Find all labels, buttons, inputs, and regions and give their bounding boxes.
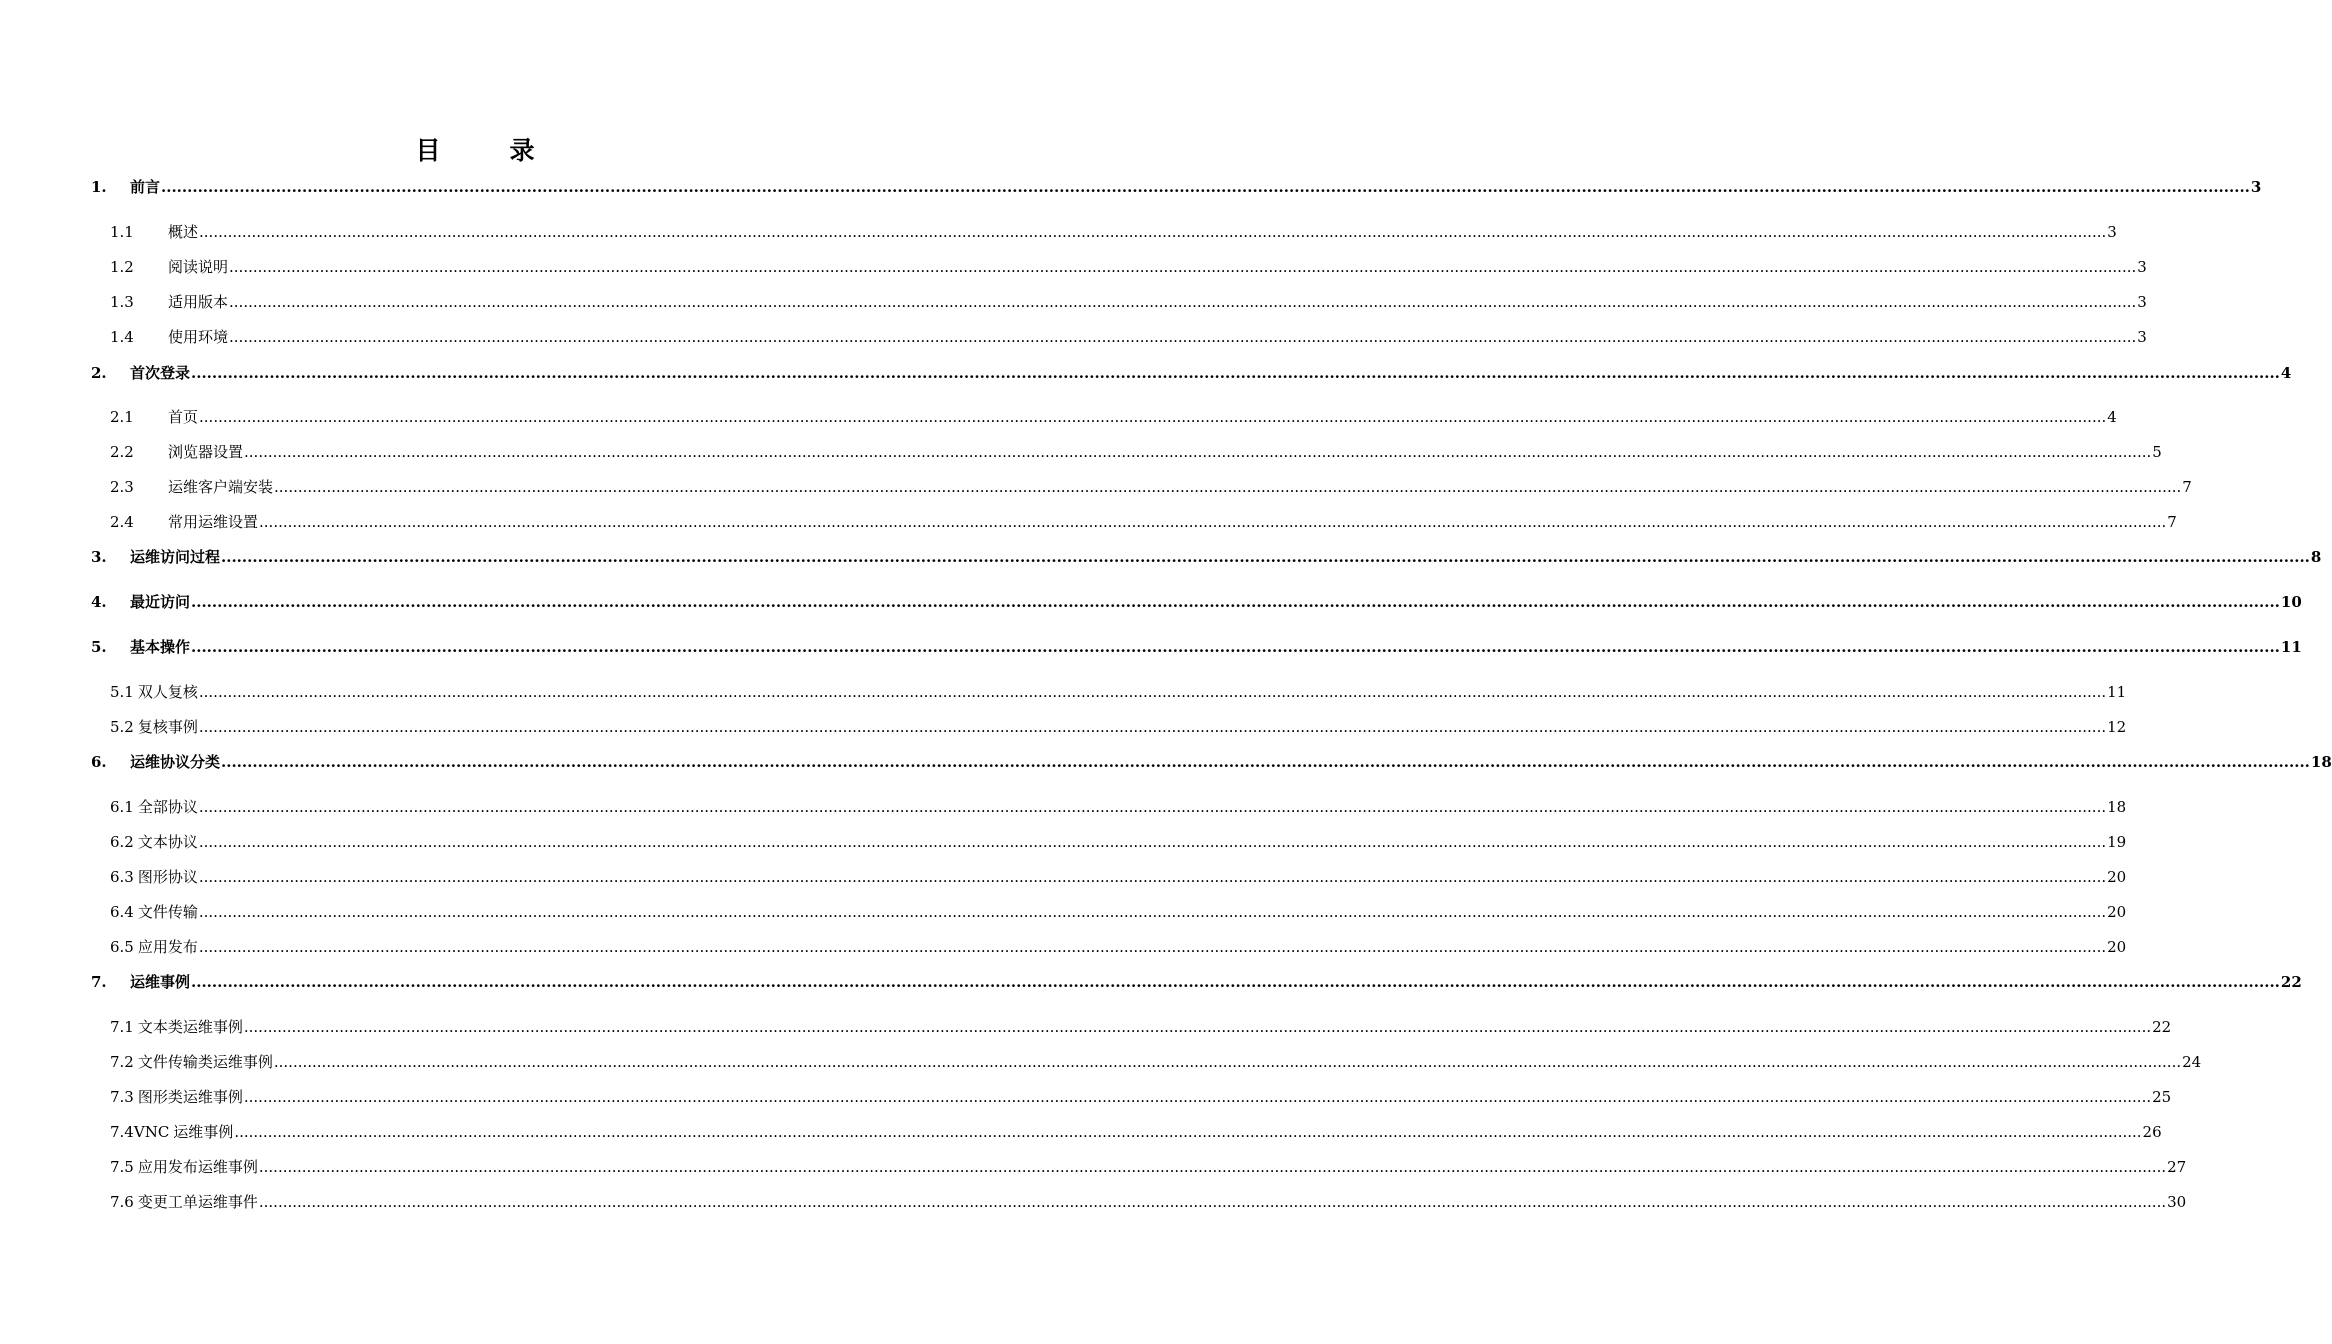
toc-dot-leader: ................................................................................................................................................................................................................................................................................................................................................................................................................ [273,1053,2182,1071]
toc-entry-number: 6.1 [110,798,134,816]
toc-section-entry[interactable] [110,1191,2187,1213]
toc-dot-leader: ................................................................................................................................................................................................................................................................................................................................................................................................................ [244,443,2152,461]
toc-section-entry[interactable] [110,1121,2162,1143]
toc-entry-title: 文本类运维事例 [137,1018,243,1036]
toc-page-number: 4 [2107,408,2117,426]
toc-chapter-entry[interactable] [91,636,2302,658]
toc-entry-number: 6.2 [110,833,134,851]
toc-page-number: 3 [2250,178,2262,196]
toc-chapter-entry[interactable] [91,751,2332,773]
toc-entry-title: 文本协议 [137,833,198,851]
toc-entry-title: 首次登录 [130,364,191,382]
toc-dot-leader: ................................................................................................................................................................................................................................................................................................................................................................................................................ [259,513,2167,531]
toc-dot-leader: ................................................................................................................................................................................................................................................................................................................................................................................................................ [258,1193,2167,1211]
toc-section-entry[interactable] [110,936,2127,958]
toc-entry-number: 3. [91,548,107,566]
toc-dot-leader: ................................................................................................................................................................................................................................................................................................................................................................................................................ [191,638,2280,656]
toc-page-number: 3 [2107,223,2117,241]
toc-entry-title: 首页 [168,408,199,426]
toc-page-number: 11 [2107,683,2127,701]
toc-page-number: 18 [2107,798,2127,816]
toc-entry-title: 浏览器设置 [168,443,244,461]
toc-page-number: 19 [2107,833,2127,851]
toc-page-number: 7 [2167,513,2177,531]
toc-entry-number: 2.3 [110,478,134,496]
toc-entry-number: 7.4VNC [110,1123,170,1141]
toc-entry-number: 7.5 [110,1158,134,1176]
toc-page-number: 5 [2152,443,2162,461]
toc-page-number: 4 [2280,364,2292,382]
toc-section-entry[interactable] [110,1086,2172,1108]
toc-page-number: 12 [2107,718,2127,736]
toc-dot-leader: ................................................................................................................................................................................................................................................................................................................................................................................................................ [198,833,2107,851]
toc-entry-number: 2.4 [110,513,134,531]
toc-dot-leader: ................................................................................................................................................................................................................................................................................................................................................................................................................ [191,973,2280,991]
toc-entry-number: 1. [91,178,107,196]
toc-chapter-entry[interactable] [91,546,2322,568]
toc-entry-number: 7.2 [110,1053,134,1071]
toc-dot-leader: ................................................................................................................................................................................................................................................................................................................................................................................................................ [161,178,2250,196]
toc-entry-title: 基本操作 [130,638,191,656]
toc-page-number: 3 [2137,258,2147,276]
toc-entry-title: 使用环境 [168,328,229,346]
toc-section-entry[interactable] [110,291,2147,313]
toc-entry-number: 6.5 [110,938,134,956]
toc-entry-number: 5. [91,638,107,656]
toc-section-entry[interactable] [110,326,2147,348]
toc-dot-leader: ................................................................................................................................................................................................................................................................................................................................................................................................................ [229,328,2137,346]
toc-entry-title: 常用运维设置 [168,513,259,531]
toc-entry-number: 2.1 [110,408,134,426]
toc-entry-title: 适用版本 [168,293,229,311]
toc-entry-title: 应用发布 [137,938,198,956]
toc-entry-number: 6.4 [110,903,134,921]
toc-section-entry[interactable] [110,901,2127,923]
toc-dot-leader: ................................................................................................................................................................................................................................................................................................................................................................................................................ [274,478,2182,496]
toc-entry-title: 变更工单运维事件 [137,1193,258,1211]
toc-entry-title: 文件传输 [137,903,198,921]
toc-entry-title: 双人复核 [137,683,198,701]
toc-section-entry[interactable] [110,681,2127,703]
toc-section-entry[interactable] [110,441,2162,463]
toc-page-number: 20 [2107,868,2127,886]
toc-entry-number: 7.6 [110,1193,134,1211]
toc-section-entry[interactable] [110,1156,2187,1178]
toc-page-number: 25 [2152,1088,2172,1106]
toc-entry-title: 运维访问过程 [130,548,221,566]
toc-section-entry[interactable] [110,1016,2172,1038]
toc-dot-leader: ................................................................................................................................................................................................................................................................................................................................................................................................................ [199,223,2107,241]
toc-entry-number: 6. [91,753,107,771]
toc-chapter-entry[interactable] [91,362,2292,384]
toc-section-entry[interactable] [110,716,2127,738]
toc-page-number: 3 [2137,293,2147,311]
toc-entry-number: 2. [91,364,107,382]
toc-section-entry[interactable] [110,1051,2202,1073]
toc-dot-leader: ................................................................................................................................................................................................................................................................................................................................................................................................................ [234,1123,2142,1141]
toc-entry-title: 概述 [168,223,199,241]
toc-entry-number: 1.1 [110,223,134,241]
toc-section-entry[interactable] [110,256,2147,278]
toc-entry-number: 1.4 [110,328,134,346]
toc-chapter-entry[interactable] [91,176,2262,198]
toc-entry-number: 5.2 [110,718,134,736]
toc-dot-leader: ................................................................................................................................................................................................................................................................................................................................................................................................................ [191,593,2280,611]
toc-page-number: 11 [2280,638,2302,656]
toc-page-number: 26 [2142,1123,2162,1141]
toc-dot-leader: ................................................................................................................................................................................................................................................................................................................................................................................................................ [198,903,2107,921]
toc-entry-number: 6.3 [110,868,134,886]
toc-page-number: 20 [2107,903,2127,921]
toc-entry-title: 运维事例 [130,973,191,991]
toc-page-number: 8 [2310,548,2322,566]
toc-page-number: 3 [2137,328,2147,346]
toc-entry-title: 复核事例 [137,718,198,736]
toc-chapter-entry[interactable] [91,591,2302,613]
toc-section-entry[interactable] [110,406,2117,428]
toc-entry-number: 1.3 [110,293,134,311]
toc-dot-leader: ................................................................................................................................................................................................................................................................................................................................................................................................................ [221,548,2310,566]
toc-dot-leader: ................................................................................................................................................................................................................................................................................................................................................................................................................ [243,1088,2152,1106]
toc-entry-number: 1.2 [110,258,134,276]
toc-dot-leader: ................................................................................................................................................................................................................................................................................................................................................................................................................ [243,1018,2152,1036]
toc-section-entry[interactable] [110,866,2127,888]
toc-entry-number: 2.2 [110,443,134,461]
toc-dot-leader: ................................................................................................................................................................................................................................................................................................................................................................................................................ [198,868,2107,886]
toc-entry-title: 运维事例 [173,1123,234,1141]
toc-page-number: 7 [2182,478,2192,496]
toc-section-entry[interactable] [110,476,2192,498]
toc-entry-number: 7.1 [110,1018,134,1036]
toc-dot-leader: ................................................................................................................................................................................................................................................................................................................................................................................................................ [229,293,2137,311]
toc-page-number: 20 [2107,938,2127,956]
toc-entry-title: 阅读说明 [168,258,229,276]
toc-page-number: 22 [2280,973,2302,991]
toc-dot-leader: ................................................................................................................................................................................................................................................................................................................................................................................................................ [198,798,2107,816]
toc-dot-leader: ................................................................................................................................................................................................................................................................................................................................................................................................................ [221,753,2310,771]
toc-chapter-entry[interactable] [91,971,2302,993]
toc-page-number: 18 [2310,753,2332,771]
toc-entry-title: 图形类运维事例 [137,1088,243,1106]
toc-entry-number: 7.3 [110,1088,134,1106]
toc-section-entry[interactable] [110,831,2127,853]
toc-entry-title: 文件传输类运维事例 [137,1053,273,1071]
toc-page-number: 27 [2167,1158,2187,1176]
toc-dot-leader: ................................................................................................................................................................................................................................................................................................................................................................................................................ [199,408,2107,426]
toc-section-entry[interactable] [110,511,2177,533]
toc-entry-title: 最近访问 [130,593,191,611]
toc-page-number: 22 [2152,1018,2172,1036]
toc-entry-title: 前言 [130,178,161,196]
toc-section-entry[interactable] [110,796,2127,818]
toc-entry-number: 4. [91,593,107,611]
toc-dot-leader: ................................................................................................................................................................................................................................................................................................................................................................................................................ [229,258,2137,276]
toc-entry-title: 运维客户端安装 [168,478,274,496]
toc-entry-number: 7. [91,973,107,991]
toc-entry-title: 运维协议分类 [130,753,221,771]
toc-page-number: 10 [2280,593,2302,611]
toc-dot-leader: ................................................................................................................................................................................................................................................................................................................................................................................................................ [198,938,2107,956]
toc-entry-title: 全部协议 [137,798,198,816]
toc-page-number: 30 [2167,1193,2187,1211]
toc-dot-leader: ................................................................................................................................................................................................................................................................................................................................................................................................................ [258,1158,2167,1176]
toc-entry-title: 图形协议 [137,868,198,886]
toc-section-entry[interactable] [110,221,2117,243]
toc-dot-leader: ................................................................................................................................................................................................................................................................................................................................................................................................................ [191,364,2280,382]
toc-title: 目 录 [415,136,557,165]
toc-dot-leader: ................................................................................................................................................................................................................................................................................................................................................................................................................ [198,683,2107,701]
toc-entry-title: 应用发布运维事例 [137,1158,258,1176]
toc-page-number: 24 [2182,1053,2202,1071]
toc-entry-number: 5.1 [110,683,134,701]
toc-dot-leader: ................................................................................................................................................................................................................................................................................................................................................................................................................ [198,718,2107,736]
